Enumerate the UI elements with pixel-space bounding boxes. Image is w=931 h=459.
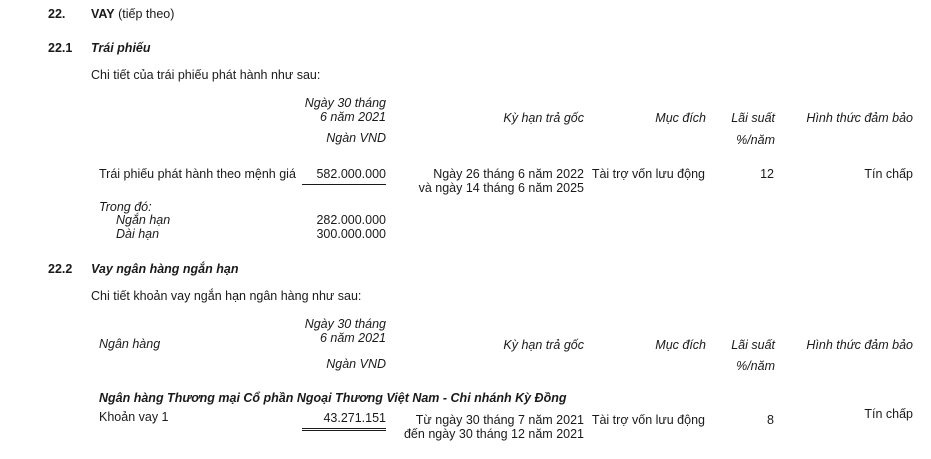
bank-loans-intro: Chi tiết khoản vay ngắn hạn ngân hàng như sau: xyxy=(91,289,362,303)
bonds-header-date-line2: 6 năm 2021 xyxy=(319,110,386,124)
section-title xyxy=(91,7,174,22)
bonds-long-term-amount: 300.000.000 xyxy=(316,227,386,241)
bank-loans-header-rate: Lãi suất xyxy=(731,338,775,352)
section-title-suffix: (tiếp theo) xyxy=(118,7,175,21)
bonds-short-term-label: Ngắn hạn xyxy=(116,213,171,227)
bonds-section-number: 22.1 xyxy=(48,41,73,55)
bank-loans-header-unit: Ngàn VND xyxy=(326,357,386,371)
bank-loans-header-date-line2: 6 năm 2021 xyxy=(319,331,386,345)
bonds-header-purpose: Mục đích xyxy=(655,111,706,125)
bank-loans-row-security: Tín chấp xyxy=(864,407,913,421)
bonds-header-security: Hình thức đảm bảo xyxy=(806,111,913,125)
bank-loans-section-title: Vay ngân hàng ngắn hạn xyxy=(91,262,239,276)
bank-loans-row-term-line2: đến ngày 30 tháng 12 năm 2021 xyxy=(403,427,584,441)
bank-name: Ngân hàng Thương mại Cổ phần Ngoại Thương Việt Nam - Chi nhánh Kỳ Đồng xyxy=(99,391,567,405)
bonds-breakdown-label: Trong đó: xyxy=(99,200,152,214)
bank-loans-header-bank: Ngân hàng xyxy=(99,337,161,351)
bonds-long-term-label: Dài hạn xyxy=(116,227,160,241)
bonds-header-date-line1: Ngày 30 tháng xyxy=(304,96,386,110)
bank-loans-row-amount: 43.271.151 xyxy=(302,411,386,431)
bonds-header-rate-unit: %/năm xyxy=(736,133,775,147)
bonds-row-term-line1: Ngày 26 tháng 6 năm 2022 xyxy=(433,167,584,181)
bonds-header-term: Kỳ hạn trả gốc xyxy=(503,111,584,125)
bonds-header-unit: Ngàn VND xyxy=(326,131,386,145)
bonds-row-label: Trái phiếu phát hành theo mệnh giá xyxy=(99,167,296,181)
bank-loans-header-term: Kỳ hạn trả gốc xyxy=(503,338,584,352)
bank-loans-row-term-line1: Từ ngày 30 tháng 7 năm 2021 xyxy=(415,413,584,427)
bonds-header-rate: Lãi suất xyxy=(731,111,775,125)
bank-loans-header-rate-unit: %/năm xyxy=(736,359,775,373)
bank-loans-header-security: Hình thức đảm bảo xyxy=(806,338,913,352)
bonds-short-term-amount: 282.000.000 xyxy=(316,213,386,227)
bonds-row-security: Tín chấp xyxy=(864,167,913,181)
bank-loans-row-label: Khoản vay 1 xyxy=(99,410,169,424)
bonds-row-amount: 582.000.000 xyxy=(302,167,386,185)
bank-loans-row-purpose: Tài trợ vốn lưu động xyxy=(591,413,705,427)
section-title-text: VAY xyxy=(91,7,115,21)
bonds-row-term-line2: và ngày 14 tháng 6 năm 2025 xyxy=(418,181,584,195)
bonds-row-purpose: Tài trợ vốn lưu động xyxy=(591,167,705,181)
bonds-row-rate: 12 xyxy=(760,167,774,181)
bonds-intro: Chi tiết của trái phiếu phát hành như sau: xyxy=(91,68,321,82)
bank-loans-section-number: 22.2 xyxy=(48,262,73,276)
section-number: 22. xyxy=(48,7,66,21)
bank-loans-header-date-line1: Ngày 30 tháng xyxy=(304,317,386,331)
bank-loans-row-rate: 8 xyxy=(767,413,774,427)
bank-loans-header-purpose: Mục đích xyxy=(655,338,706,352)
bonds-section-title: Trái phiếu xyxy=(91,41,151,55)
